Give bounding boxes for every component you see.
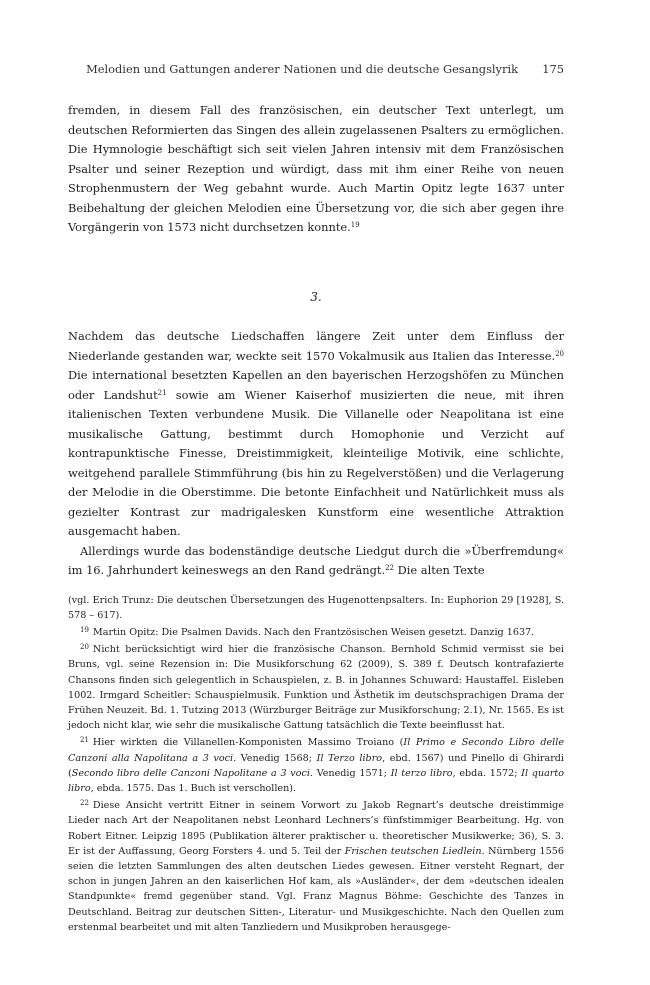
paragraph-1: [68, 101, 564, 238]
footnote-22-mark: 22: [80, 799, 89, 808]
footnote-21-text-4: . Venedig 1571;: [309, 767, 391, 779]
running-head-title: Melodien und Gattungen anderer Nationen und die deutsche Gesangslyrik: [86, 62, 518, 76]
footnote-21-title-5: Il quarto libro: [68, 767, 565, 794]
footnote-21-title-4: Il terzo libro: [390, 767, 453, 779]
paragraph-3: [68, 542, 564, 581]
footnote-21-title-1: Il Primo e Secondo Libro delle Canzoni alla Napolitana a 3 voci: [68, 737, 564, 764]
footnote-21-text-6: , ebda. 1575. Das 1. Buch ist verschollen).: [90, 782, 297, 794]
main-text: [68, 101, 564, 581]
footnote-continuation: (vgl. Erich Trunz: Die deutschen Übersetzungen des Hugenottenpsalters. In: Euphorion 29 [1928], S. 578 – 617).: [68, 594, 564, 621]
paragraph-2-text-a: Nachdem das deutsche Liedschaffen längere Zeit unter dem Einfluss der Niederlande gestanden war, weckte seit 1570 Vokalmusik aus Italien das Interesse.: [68, 329, 564, 363]
section-number: 3.: [310, 289, 322, 304]
footnote-22-title-1: Frischen teutschen Liedlein: [344, 845, 482, 857]
paragraph-2-text-b: Die international besetzten Kapellen an den bayerischen Herzogshöfen zu München oder Landshut: [68, 368, 564, 402]
footnote-19: [68, 623, 564, 640]
paragraph-3-text-b: Die alten Texte: [394, 563, 485, 577]
footnote-21-title-2: Il Terzo libro: [316, 752, 383, 764]
footnote-21-title-3: Secondo libro delle Canzoni Napolitane a 3 voci: [71, 767, 310, 779]
footnote-ref-19[interactable]: 19: [350, 221, 360, 229]
footnotes: [68, 593, 564, 935]
footnote-21-mark: 21: [80, 736, 89, 745]
page-number: 175: [542, 62, 564, 76]
footnote-21-text-2: . Venedig 1568;: [233, 752, 317, 764]
footnote-ref-22[interactable]: 22: [385, 564, 395, 572]
footnote-ref-21[interactable]: 21: [157, 388, 167, 397]
paragraph-2-text-c: sowie am Wiener Kaiserhof musizierten die neue, mit ihren italienischen Texten verbundene Musik. Die Villanelle oder Neapolitana ist eine musikalische Gattung, bestimmt durch Homophonie und Verzicht auf kontrapunktische Finesse, Dreistimmigkeit, kleinteilige Motivik, eine schlichte, weitgehend parallele Stimmführung (bis hin zu Regelverstößen) und die Verlagerung der Melodie in die Oberstimme. Die betonte Einfachheit und Natürlichkeit muss als gezielter Kontrast zur madrigalesken Kunstform eine wesentliche Attraktion ausgemacht haben.: [68, 387, 564, 538]
footnote-20-mark: 20: [80, 643, 89, 652]
footnote-20-text: Nicht berücksichtigt wird hier die französische Chanson. Bernhold Schmid vermisst sie bei Bruns, vgl. seine Rezension in: Die Musikforschung 62 (2009), S. 389 f. Deutsch kontrafazierte Chansons finden sich gelegentlich in Schauspielen, z. B. in Johannes Schuward: Haustaffel. Eisleben 1002. Irmgard Scheitler: Schauspielmusik. Funktion und Ästhetik im deutschsprachigen Drama der Frühen Neuzeit. Bd. 1. Tutzing 2013 (Würzburger Beiträge zur Musikforschung; 2.1), Nr. 1565. Es ist jedoch nicht klar, wie sehr die musikalische Gattung tatsächlich die Texte beeinflusst hat.: [68, 644, 564, 732]
footnote-21: [68, 733, 564, 796]
footnote-21-text-3: , ebd. 1567) und Pinello di Ghirardi (: [68, 752, 564, 779]
footnote-22: [68, 796, 564, 935]
running-head: [68, 62, 564, 86]
paragraph-3-text-a: Allerdings wurde das bodenständige deutsche Liedgut durch die »Überfremdung« im 16. Jahrhundert keineswegs an den Rand gedrängt.: [68, 543, 564, 577]
footnote-20: [68, 640, 564, 733]
paragraph-1-text: fremden, in diesem Fall des französischen, ein deutscher Text unterlegt, um deutschen Reformierten das Singen des allein zugelassenen Psalters zu ermöglichen. Die Hymnologie beschäftigt sich seit vielen Jahren intensiv mit dem Französischen Psalter und seiner Rezeption und würdigt, dass mit ihm einer Reihe von neuen Strophenmustern der Weg gebahnt wurde. Auch Martin Opitz legte 1637 unter Beibehaltung der gleichen Melodien eine Übersetzung vor, die sich aber gegen ihre Vorgängerin von 1573 nicht durchsetzen konnte.: [68, 103, 564, 234]
footnote-22-text-2: . Nürnberg 1556 seien die letzten Sammlungen des alten deutschen Liedes gewesen. Eitner versteht Regnart, der schon in jungen Jahren an den kaiserlichen Hof kam, als »Ausländer«, der dem »deutschen idealen Standpunkte« fremd gegenüber stand. Vgl. Franz Magnus Böhme: Geschichte des Tanzes in Deutschland. Beitrag zur deutschen Sitten-, Literatur- und Musikgeschichte. Nach den Quellen zum erstenmal bearbeitet und mit alten Tanzliedern und Musikproben herausgege-: [68, 845, 564, 933]
footnote-19-mark: 19: [80, 625, 89, 634]
footnote-21-text-5: , ebda. 1572;: [452, 767, 522, 779]
footnote-19-text: Martin Opitz: Die Psalmen Davids. Nach den Frantzösischen Weisen gesetzt. Danzig 1637.: [92, 626, 535, 638]
paragraph-2: [68, 327, 564, 542]
footnote-21-text-1: Hier wirkten die Villanellen-Komponisten Massimo Troiano (: [92, 737, 404, 749]
footnote-22-text-1: Diese Ansicht vertritt Eitner in seinem Vorwort zu Jakob Regnart’s deutsche dreistimmige Lieder nach Art der Neapolitanen nebst Leonhard Lechners’s fünfstimmiger Bearbeitung. Hg. von Robert Eitner. Leipzig 1895 (Publikation älterer praktischer u. theoretischer Musikwerke; 36), S. 3. Er ist der Auffassung, Georg Forsters 4. und 5. Teil der: [68, 800, 564, 857]
footnote-ref-20[interactable]: 20: [555, 349, 564, 358]
book-page: [68, 62, 564, 935]
